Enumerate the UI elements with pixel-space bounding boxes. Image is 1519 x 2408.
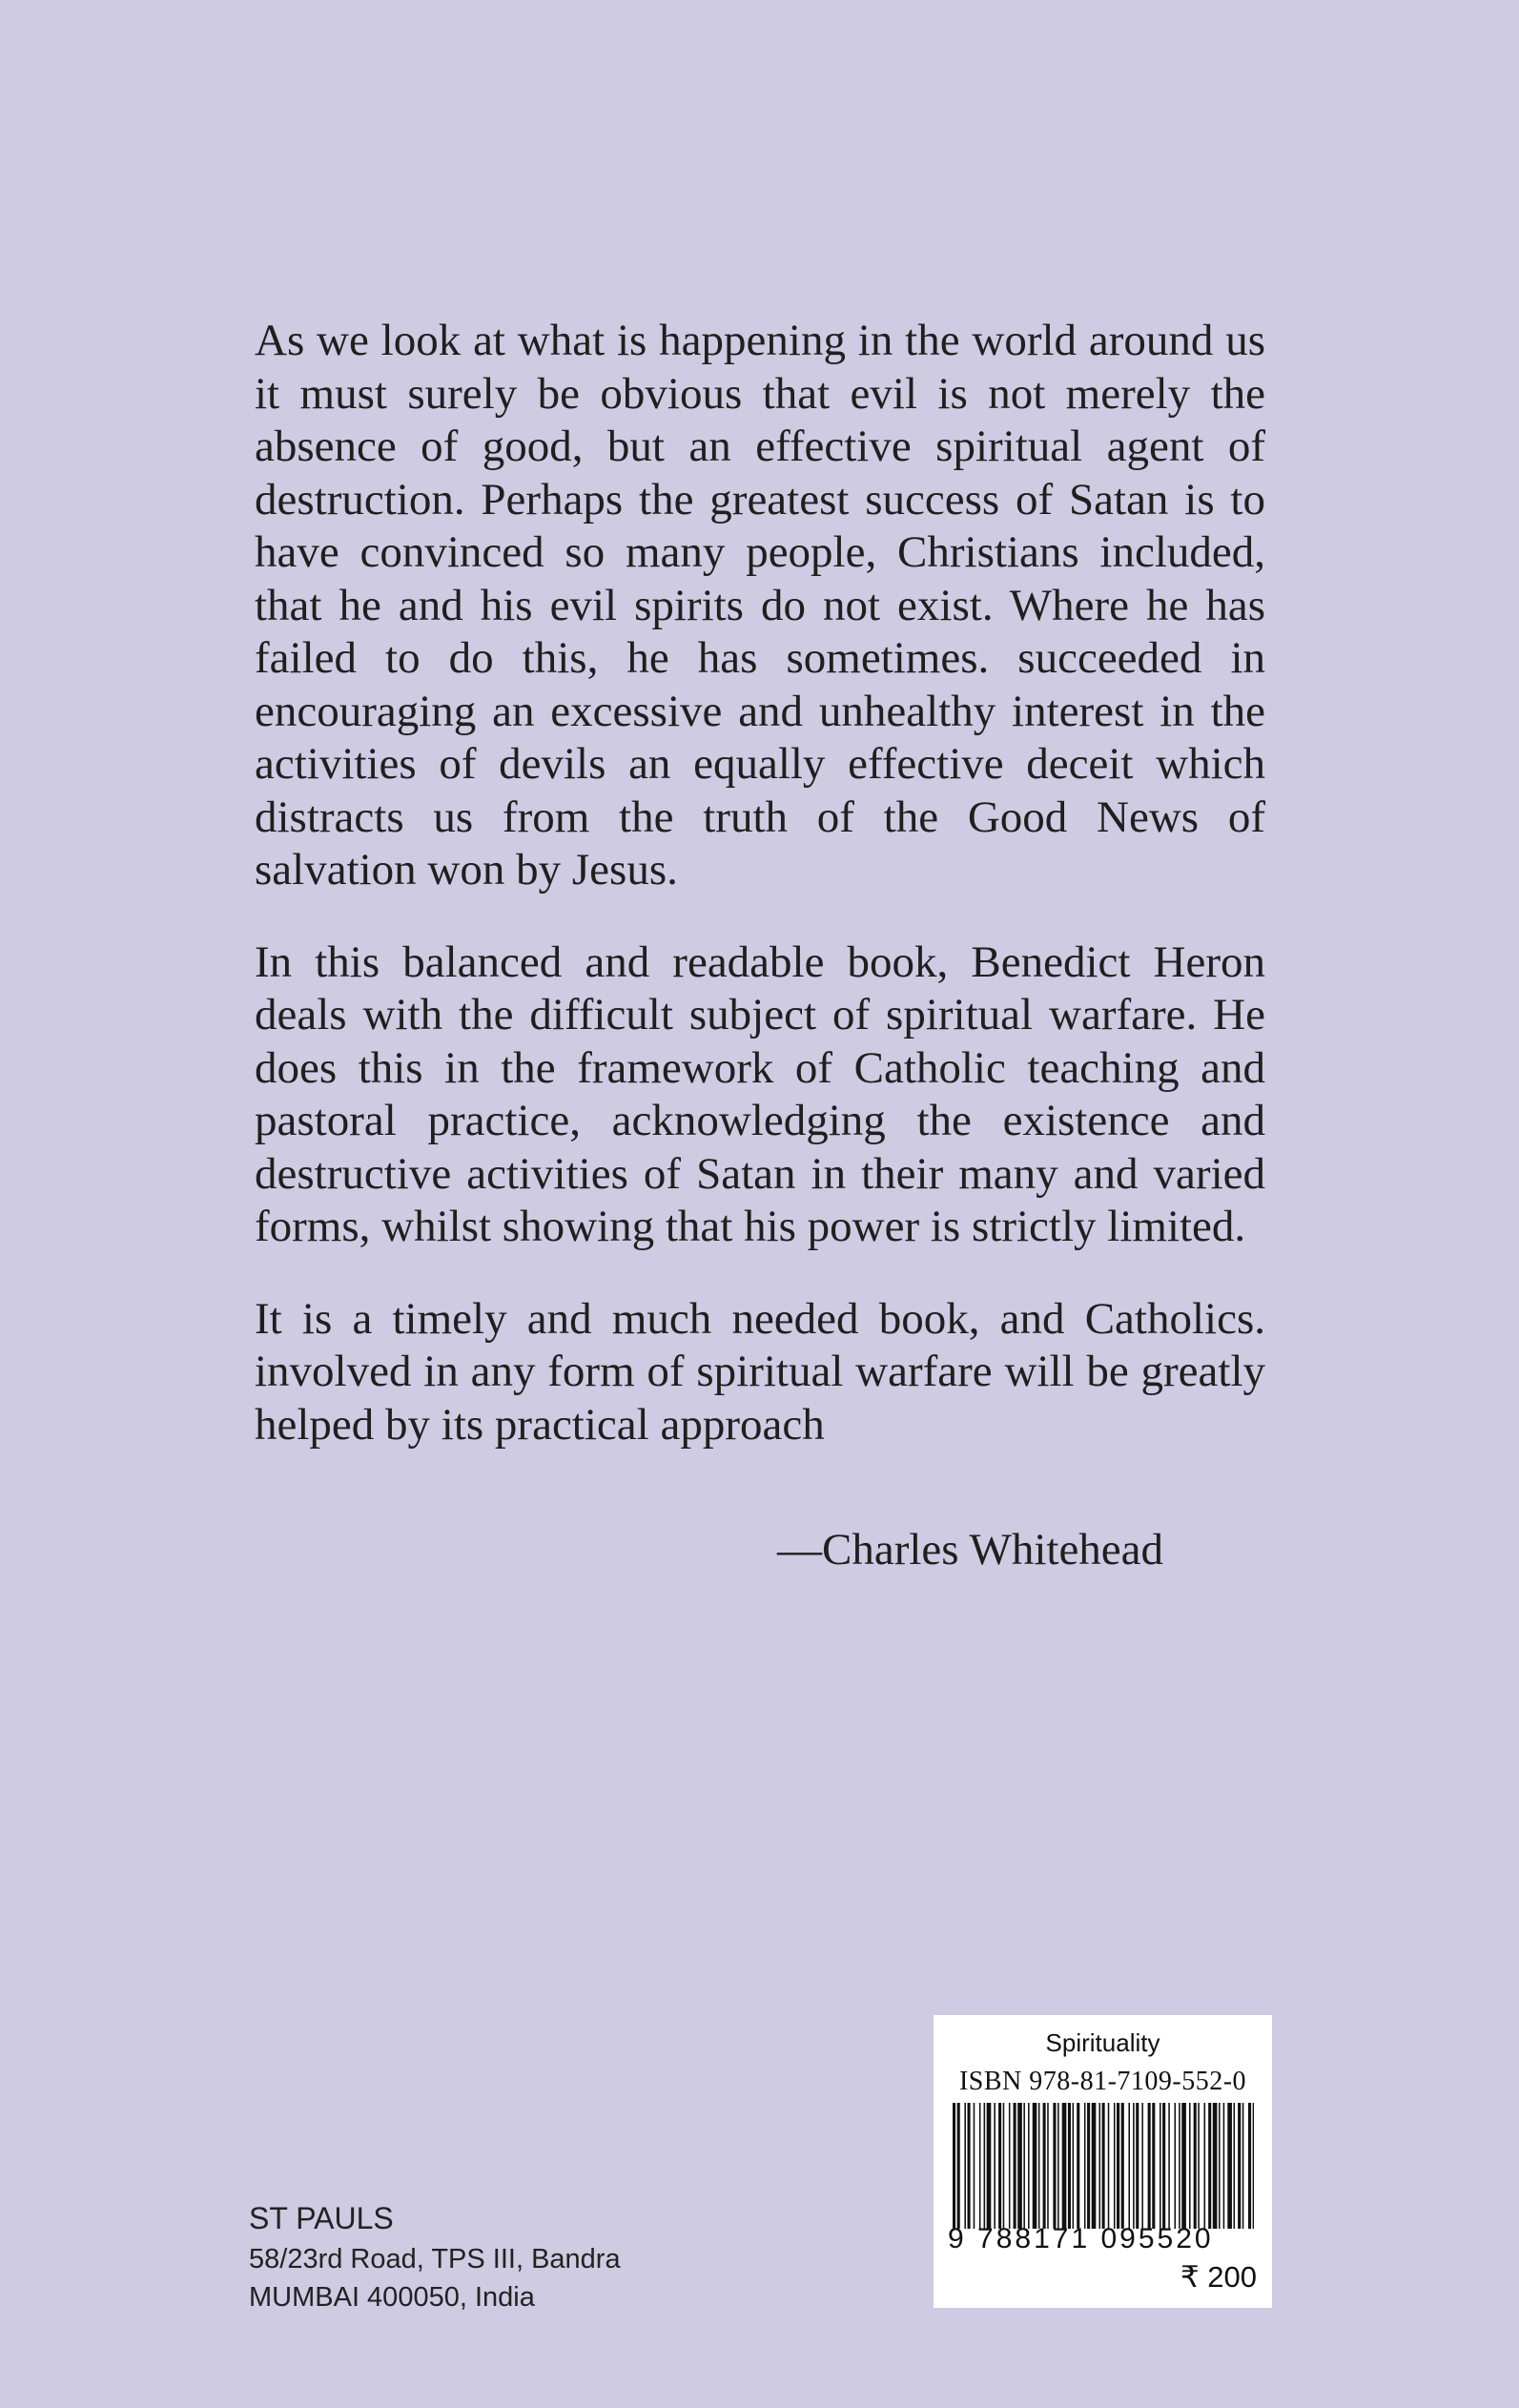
blurb-paragraph-1: As we look at what is happening in the world around us it must surely be obvious that evil is not merely the absence of good, but an effective spiritual agent of destruction. Perhaps the greatest success of Satan is to have convinced so many people, Christians included, that he and his evil spirits do not exist. Where he has failed to do this, he has sometimes. succeeded in encouraging an excessive and unhealthy interest in the activities of devils an equally effective deceit which distracts us from the truth of the Good News of salvation won by Jesus.	[255, 316, 1265, 895]
publisher-imprint	[249, 2196, 621, 2316]
back-cover-blurb	[255, 315, 1265, 1491]
blurb-attribution: —Charles Whitehead	[777, 1525, 1164, 1574]
barcode-category: Spirituality	[1045, 2028, 1160, 2057]
isbn-text: ISBN 978-81-7109-552-0	[958, 2067, 1247, 2096]
publisher-address-line-1: 58/23rd Road, TPS III, Bandra	[249, 2244, 621, 2274]
price-label: ₹ 200	[1180, 2260, 1257, 2294]
barcode-digits: 9 788171 095520	[948, 2223, 1214, 2254]
blurb-paragraph-2: In this balanced and readable book, Benedict Heron deals with the difficult subject of spiritual warfare. He does this in the framework of Catholic teaching and pastoral practice, acknowledging the existence and destructive activities of Satan in their many and varied forms, whilst showing that his power is strictly limited.	[255, 936, 1265, 1251]
publisher-address-line-2: MUMBAI 400050, India	[249, 2282, 535, 2313]
barcode-label	[934, 2015, 1272, 2308]
blurb-paragraph-3: It is a timely and much needed book, and Catholics. involved in any form of spiritual warfare will be greatly helped by its practical approach	[255, 1293, 1265, 1450]
isbn-barcode-icon	[953, 2103, 1254, 2229]
publisher-name: ST PAULS	[249, 2201, 394, 2235]
